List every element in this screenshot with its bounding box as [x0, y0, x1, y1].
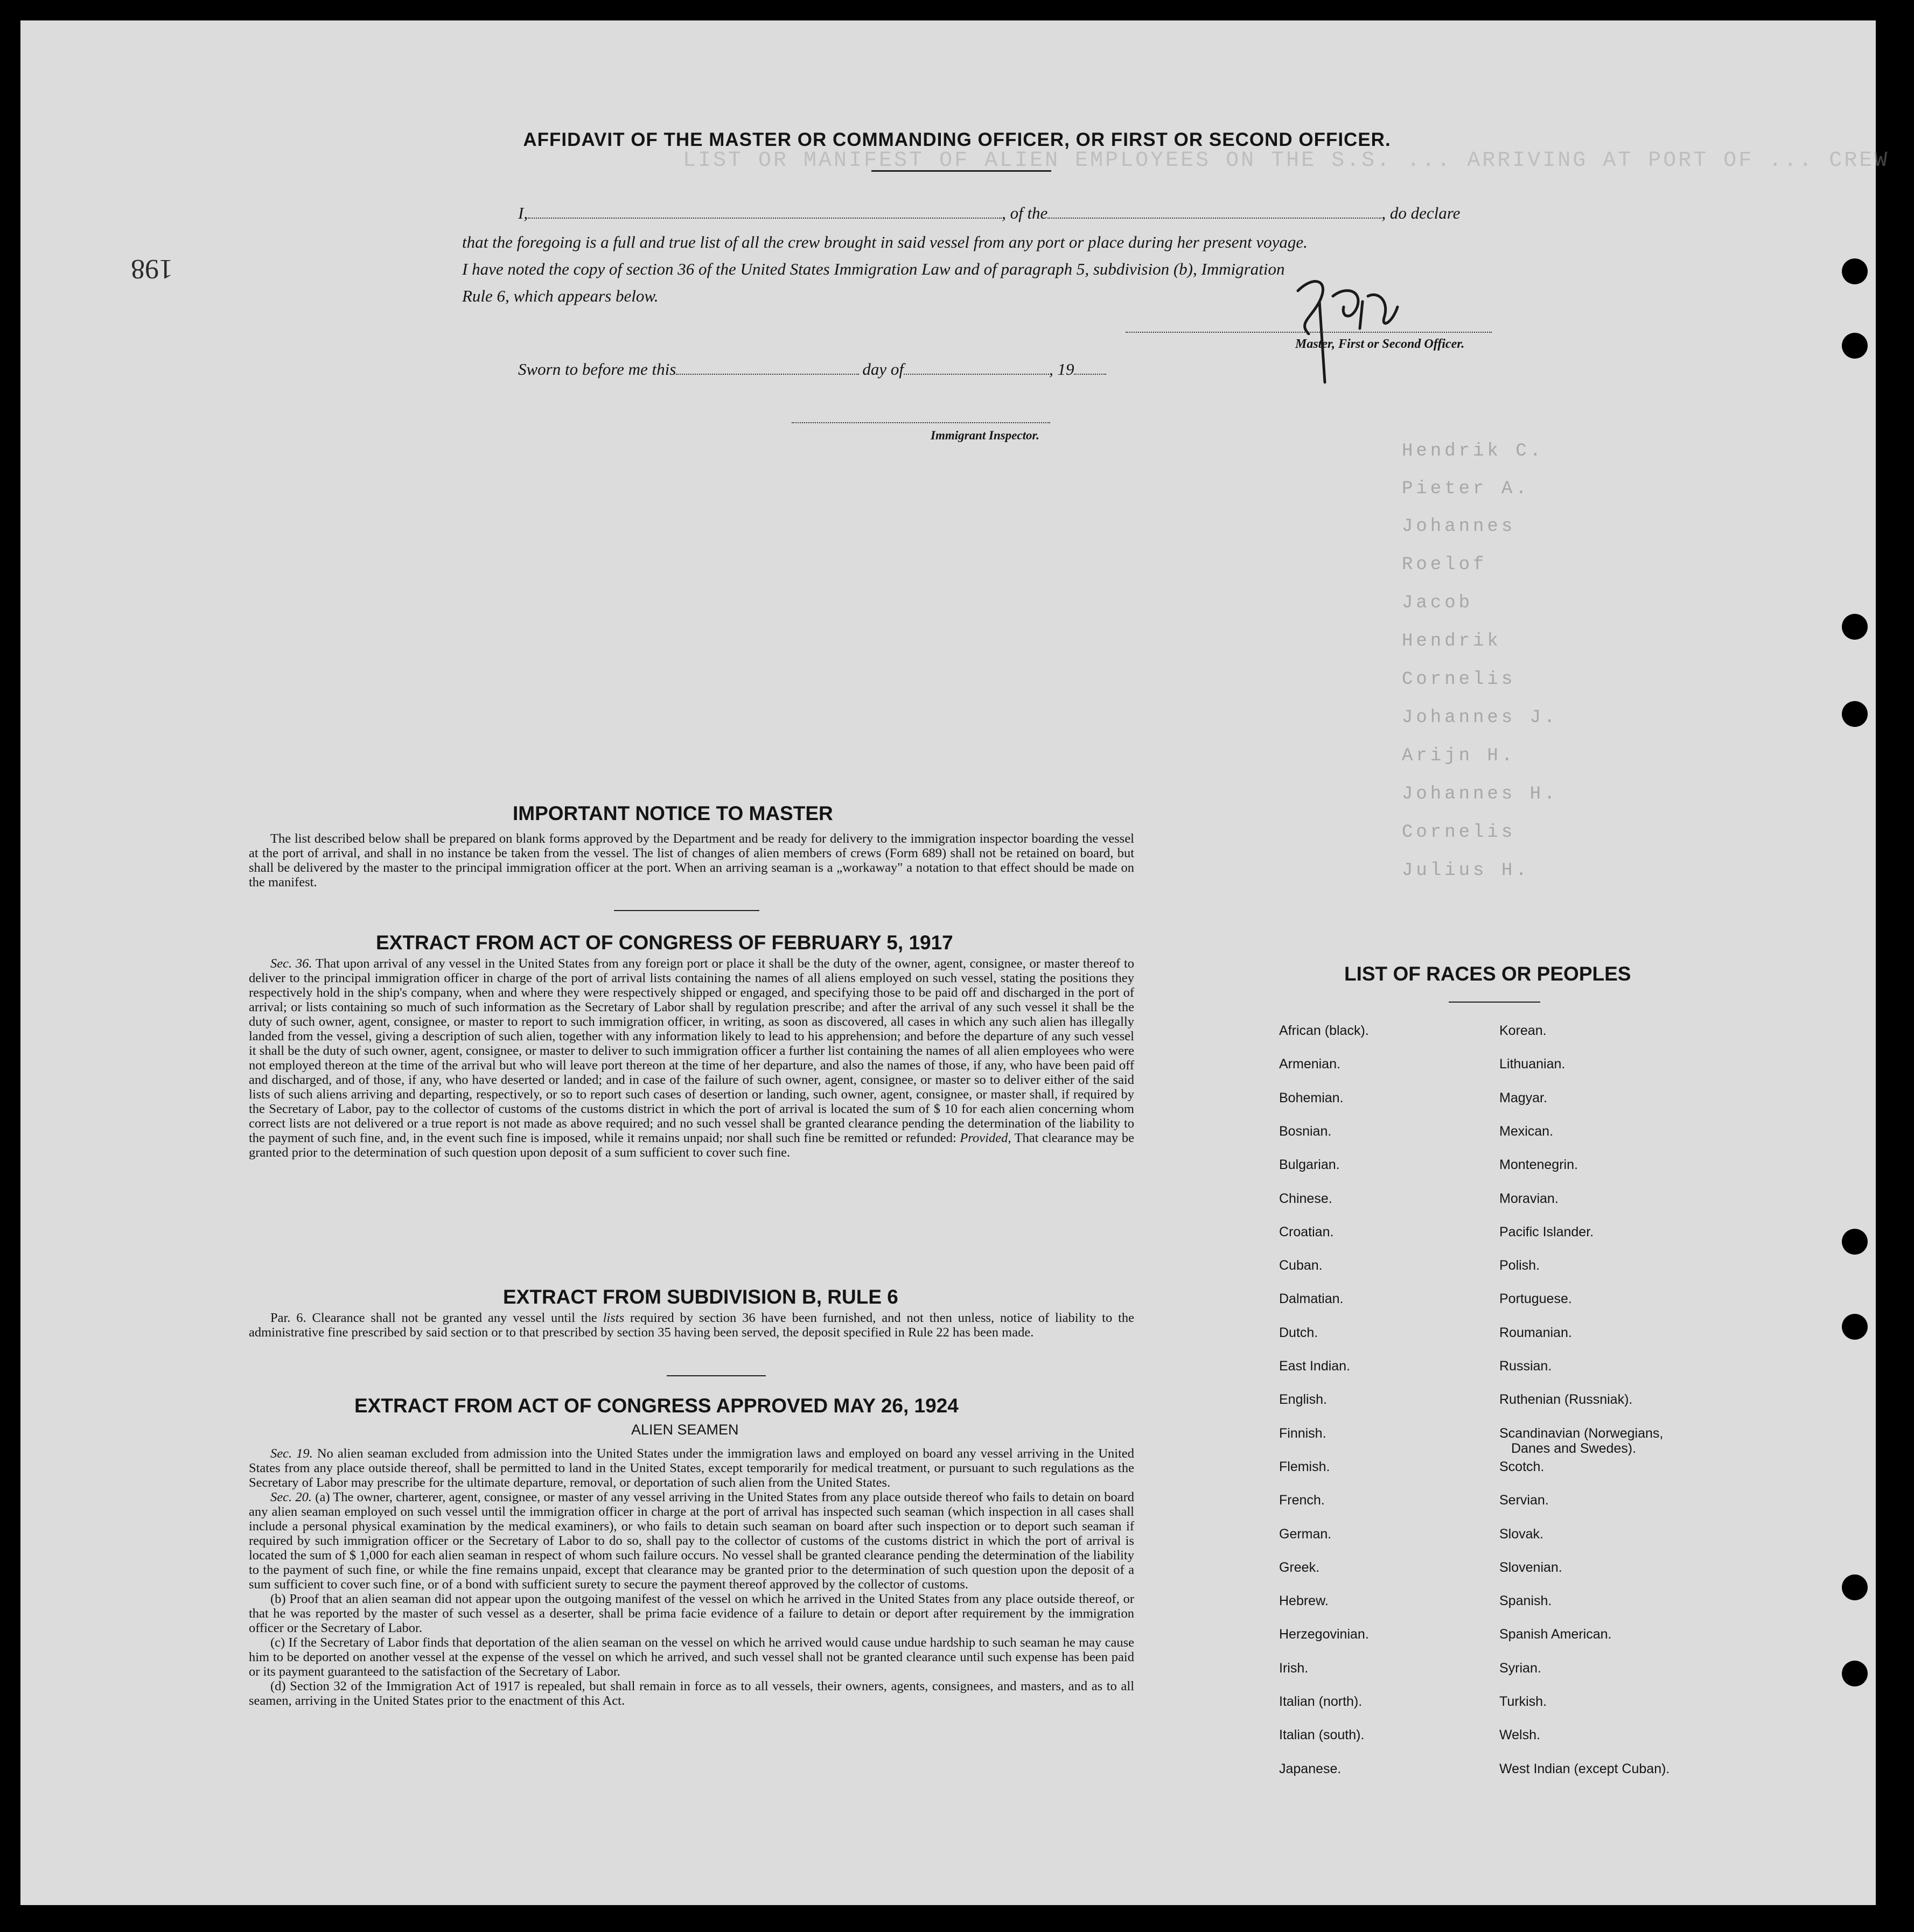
race-item: West Indian (except Cuban).	[1499, 1761, 1670, 1776]
bleedthrough-name: Roelof	[1402, 555, 1487, 575]
extract-1917-title: EXTRACT FROM ACT OF CONGRESS OF FEBRUARY 5, 1917	[376, 932, 953, 954]
bleedthrough-name: Hendrik	[1402, 631, 1501, 652]
race-item: English.	[1279, 1392, 1327, 1408]
rule-emphasis: lists	[603, 1311, 625, 1325]
rule-text: required by section 36 have been furnished, and not then unless, notice of liability to the administrative fine prescribed by said section or to that prescribed by section 35 having been served, the deposit specified in Rule 22 has been made.	[249, 1311, 1134, 1340]
punch-hole	[1842, 258, 1868, 284]
inspector-line	[792, 422, 1050, 423]
extract-1924-title: EXTRACT FROM ACT OF CONGRESS APPROVED MAY 26, 1924	[354, 1395, 959, 1417]
race-item: Japanese.	[1279, 1761, 1342, 1776]
punch-hole	[1842, 1314, 1868, 1340]
race-item: Chinese.	[1279, 1191, 1332, 1206]
sworn-line	[518, 360, 1106, 379]
sworn-text: day of	[862, 360, 904, 379]
race-item: Irish.	[1279, 1660, 1309, 1676]
race-item: Magyar.	[1499, 1090, 1547, 1105]
bleedthrough-name: Cornelis	[1402, 822, 1516, 843]
notice-paragraph: The list described below shall be prepared on blank forms approved by the Department and be ready for delivery to the immigration inspector boarding the vessel at the port of arrival, and shall in no instance be taken from the vessel. The list of changes of alien members of crews (Form 689) shall not be retained on board, but shall be delivered by the master to the principal immigration officer at the port. When an arriving seaman is a „workaway" a notation to that effect should be made on the manifest.	[249, 831, 1134, 890]
master-signature	[1282, 269, 1422, 398]
divider	[871, 170, 1051, 172]
month-blank[interactable]	[904, 374, 1049, 375]
race-item: Italian (south).	[1279, 1727, 1365, 1743]
subdivision-b-text	[249, 1311, 1134, 1340]
notice-title: IMPORTANT NOTICE TO MASTER	[513, 802, 833, 824]
race-item: Italian (north).	[1279, 1694, 1363, 1709]
proviso-text: That clearance may be granted prior to the determination of such question upon deposit of a sum sufficient to cover such fine.	[249, 1131, 1134, 1160]
race-item: Hebrew.	[1279, 1593, 1329, 1609]
section-label: Sec. 20.	[270, 1490, 312, 1504]
race-item: Spanish.	[1499, 1593, 1552, 1609]
sworn-text: Sworn to before me this	[518, 360, 676, 379]
race-item: Slovak.	[1499, 1526, 1543, 1542]
inspector-caption: Immigrant Inspector.	[931, 429, 1039, 442]
race-item: Moravian.	[1499, 1191, 1559, 1206]
race-item: Ruthenian (Russniak).	[1499, 1392, 1633, 1408]
bleedthrough-name: Arijn H.	[1402, 746, 1516, 766]
section-label: Sec. 36.	[270, 956, 312, 971]
section-text: That upon arrival of any vessel in the United States from any foreign port or place it shall be the duty of the owner, agent, consignee, or master thereof to deliver to the principal immigration officer in charge of the port of arrival lists containing the names of all aliens employed on such vessel, stating the positions they respectively hold in the ship's company, when and where they were respectively shipped or engaged, and specifying those to be paid off and discharged in the port of arrival; or lists containing so much of such information as the Secretary of Labor shall by regulation prescribe; and after the arrival of any such vessel it shall be the duty of such owner, agent, consignee, or master to report to such immigration officer, in writing, as soon as discovered, all cases in which any such alien has illegally landed from the vessel, giving a description of such alien, together with any information likely to lead to his apprehension; and before the departure of any such vessel it shall be the duty of such owner, agent, consignee, or master to deliver to such immigration officer a further list containing the names of all alien employees who were not employed thereon at the time of the arrival but who will leave port thereon at the time of her departure, and also the names of those, if any, who have been paid off and discharged, and of those, if any, who have deserted or landed; and in case of the failure of such owner, agent, consignee, or master so to deliver either of the said lists of such aliens arriving and departing, respectively, or so to report such cases of desertion or landing, such owner, agent, consignee, or master shall, if required by the Secretary of Labor, pay to the collector of customs of the customs district in which the port of arrival is located the sum of $ 10 for each alien concerning whom correct lists are not delivered or a true report is not made as above required; and no such vessel shall be granted clearance pending the determination of the liability to the payment of such fine, and, in the event such fine is imposed, while it remains unpaid; nor shall such fine be remitted or refunded:	[249, 956, 1134, 1145]
race-item: Turkish.	[1499, 1694, 1547, 1709]
punch-hole	[1842, 333, 1868, 359]
year-blank[interactable]	[1074, 374, 1106, 375]
punch-hole	[1842, 1574, 1868, 1600]
race-item: Polish.	[1499, 1258, 1540, 1273]
race-item: Bohemian.	[1279, 1090, 1344, 1105]
section-text: No alien seaman excluded from admission into the United States under the immigration laws and employed on board any vessel arriving in the United States from any place outside thereof, shall be permitted to land in the United States, except temporarily for medical treatment, or pursuant to such regulations as the Secretary of Labor may prescribe for the ultimate departure, removal, or deportation of such alien from the United States.	[249, 1446, 1134, 1490]
race-item: African (black).	[1279, 1023, 1369, 1038]
section-text: (b) Proof that an alien seaman did not appear upon the outgoing manifest of the vessel on which he arrived in the United States from any place outside thereof, or that he was reported by the master of such vessel as a deserter, shall be prima facie evidence of a failure to detain or deport after requirement by the immigration officer or the Secretary of Labor.	[249, 1592, 1134, 1635]
declaration-line-4: Rule 6, which appears below.	[462, 286, 659, 305]
bleedthrough-name: Julius H.	[1402, 860, 1530, 881]
race-item: Mexican.	[1499, 1123, 1554, 1139]
race-item: Servian.	[1499, 1493, 1549, 1508]
declaration-line	[518, 204, 1460, 223]
declaration-line-3: I have noted the copy of section 36 of the United States Immigration Law and of paragraph 5, subdivision (b), Immigration	[462, 260, 1285, 278]
race-item: Pacific Islander.	[1499, 1224, 1594, 1240]
section-text: (d) Section 32 of the Immigration Act of 1917 is repealed, but shall remain in force as to all vessels, their owners, agents, consignees, and masters, and as to all seamen, arriving in the United States prior to the enactment of this Act.	[249, 1679, 1134, 1708]
section-text: (a) The owner, charterer, agent, consignee, or master of any vessel arriving in the United States from any place outside thereof who fails to detain on board any alien seaman employed on such vessel until the immigration officer in charge at the port of arrival has inspected such seaman (which inspection in all cases shall include a personal physical examination by the medical examiners), or who fails to detain such seaman on board after such inspection or to deport such seaman if required by such immigration officer or the Secretary of Labor to do so, shall pay to the collector of customs of the customs district in which the port of arrival is located the sum of $ 1,000 for each alien seaman in respect of whom such failure occurs. No vessel shall be granted clearance pending the determination of the liability to the payment of such fine, or while the fine remains unpaid, except that clearance may be granted prior to the determination of such question upon the deposit of a sum sufficient to cover such fine, or of a bond with sufficient surety to secure the payment thereof approved by the collector of customs.	[249, 1490, 1135, 1592]
race-item: Finnish.	[1279, 1425, 1326, 1441]
declaration-text: , of the	[1002, 204, 1048, 222]
race-item: Syrian.	[1499, 1660, 1541, 1676]
race-item: Cuban.	[1279, 1258, 1323, 1273]
race-item: French.	[1279, 1493, 1325, 1508]
race-item: Lithuanian.	[1499, 1056, 1566, 1072]
bleedthrough-name: Pieter A.	[1402, 479, 1530, 499]
race-item: Russian.	[1499, 1359, 1552, 1374]
notice-text	[249, 831, 1134, 890]
race-item: Slovenian.	[1499, 1559, 1562, 1575]
section-label: Sec. 19.	[270, 1446, 313, 1461]
bleedthrough-name: Johannes H.	[1402, 784, 1559, 804]
section-text: (c) If the Secretary of Labor finds that deportation of the alien seaman on the vessel on which he arrived would cause undue hardship to such seaman he may cause him to be deported on another vessel at the expense of the vessel on which he arrived, and such vessel shall not be granted clearance until such expense has been paid or its payment guaranteed to the satisfaction of the Secretary of Labor.	[249, 1635, 1134, 1679]
race-item: Roumanian.	[1499, 1325, 1572, 1340]
declaration-text: I,	[518, 204, 528, 222]
signature-caption: Master, First or Second Officer.	[1295, 337, 1465, 351]
bleedthrough-name: Johannes J.	[1402, 708, 1559, 728]
punch-hole	[1842, 701, 1868, 727]
name-blank[interactable]	[528, 218, 1002, 219]
affidavit-title: AFFIDAVIT OF THE MASTER OR COMMANDING OFFICER, OR FIRST OR SECOND OFFICER.	[523, 129, 1391, 150]
signature-line	[1126, 332, 1492, 333]
divider	[667, 1375, 766, 1376]
punch-hole	[1842, 1229, 1868, 1255]
day-blank[interactable]	[676, 374, 859, 375]
rule-text: Par. 6. Clearance shall not be granted any vessel until the	[270, 1311, 597, 1325]
extract-1917-text	[249, 956, 1134, 1160]
bleedthrough-name: Hendrik C.	[1402, 441, 1545, 461]
race-item: Dalmatian.	[1279, 1291, 1344, 1307]
race-item: Scandinavian (Norwegians,	[1499, 1425, 1664, 1441]
bleedthrough-header: LIST OR MANIFEST OF ALIEN EMPLOYEES ON THE S.S. ... ARRIVING AT PORT OF ... CREW	[683, 149, 1890, 173]
races-title: LIST OF RACES OR PEOPLES	[1344, 963, 1631, 985]
race-item: Portuguese.	[1499, 1291, 1572, 1307]
race-item: Scotch.	[1499, 1459, 1545, 1474]
race-item: Greek.	[1279, 1559, 1320, 1575]
race-item: Welsh.	[1499, 1727, 1540, 1743]
race-item: Korean.	[1499, 1023, 1547, 1038]
race-item: Danes and Swedes).	[1511, 1440, 1637, 1456]
extract-1924-text	[249, 1446, 1134, 1708]
proviso-label: Provided,	[960, 1131, 1011, 1145]
divider	[1449, 1002, 1540, 1003]
declaration-text: , do declare	[1381, 204, 1461, 222]
punch-hole	[1842, 1661, 1868, 1686]
race-item: Bosnian.	[1279, 1123, 1332, 1139]
bleedthrough-name: Jacob	[1402, 593, 1473, 613]
page-stamp-number: 198	[131, 254, 173, 284]
punch-hole	[1842, 614, 1868, 640]
race-item: Bulgarian.	[1279, 1157, 1340, 1173]
bleedthrough-name: Cornelis	[1402, 669, 1516, 690]
bleedthrough-name: Johannes	[1402, 516, 1516, 537]
vessel-blank[interactable]	[1047, 218, 1381, 219]
declaration-line-2: that the foregoing is a full and true list of all the crew brought in said vessel from any port or place during her present voyage.	[462, 233, 1308, 251]
race-item: Montenegrin.	[1499, 1157, 1578, 1173]
race-item: Flemish.	[1279, 1459, 1330, 1474]
subdivision-b-title: EXTRACT FROM SUBDIVISION B, RULE 6	[503, 1286, 898, 1308]
extract-1924-subtitle: ALIEN SEAMEN	[631, 1422, 739, 1438]
race-item: German.	[1279, 1526, 1332, 1542]
race-item: Croatian.	[1279, 1224, 1334, 1240]
sworn-text: , 19	[1049, 360, 1074, 379]
race-item: Dutch.	[1279, 1325, 1318, 1340]
race-item: Armenian.	[1279, 1056, 1340, 1072]
race-item: Herzegovinian.	[1279, 1627, 1369, 1642]
race-item: East Indian.	[1279, 1359, 1351, 1374]
race-item: Spanish American.	[1499, 1627, 1612, 1642]
divider	[614, 910, 759, 911]
